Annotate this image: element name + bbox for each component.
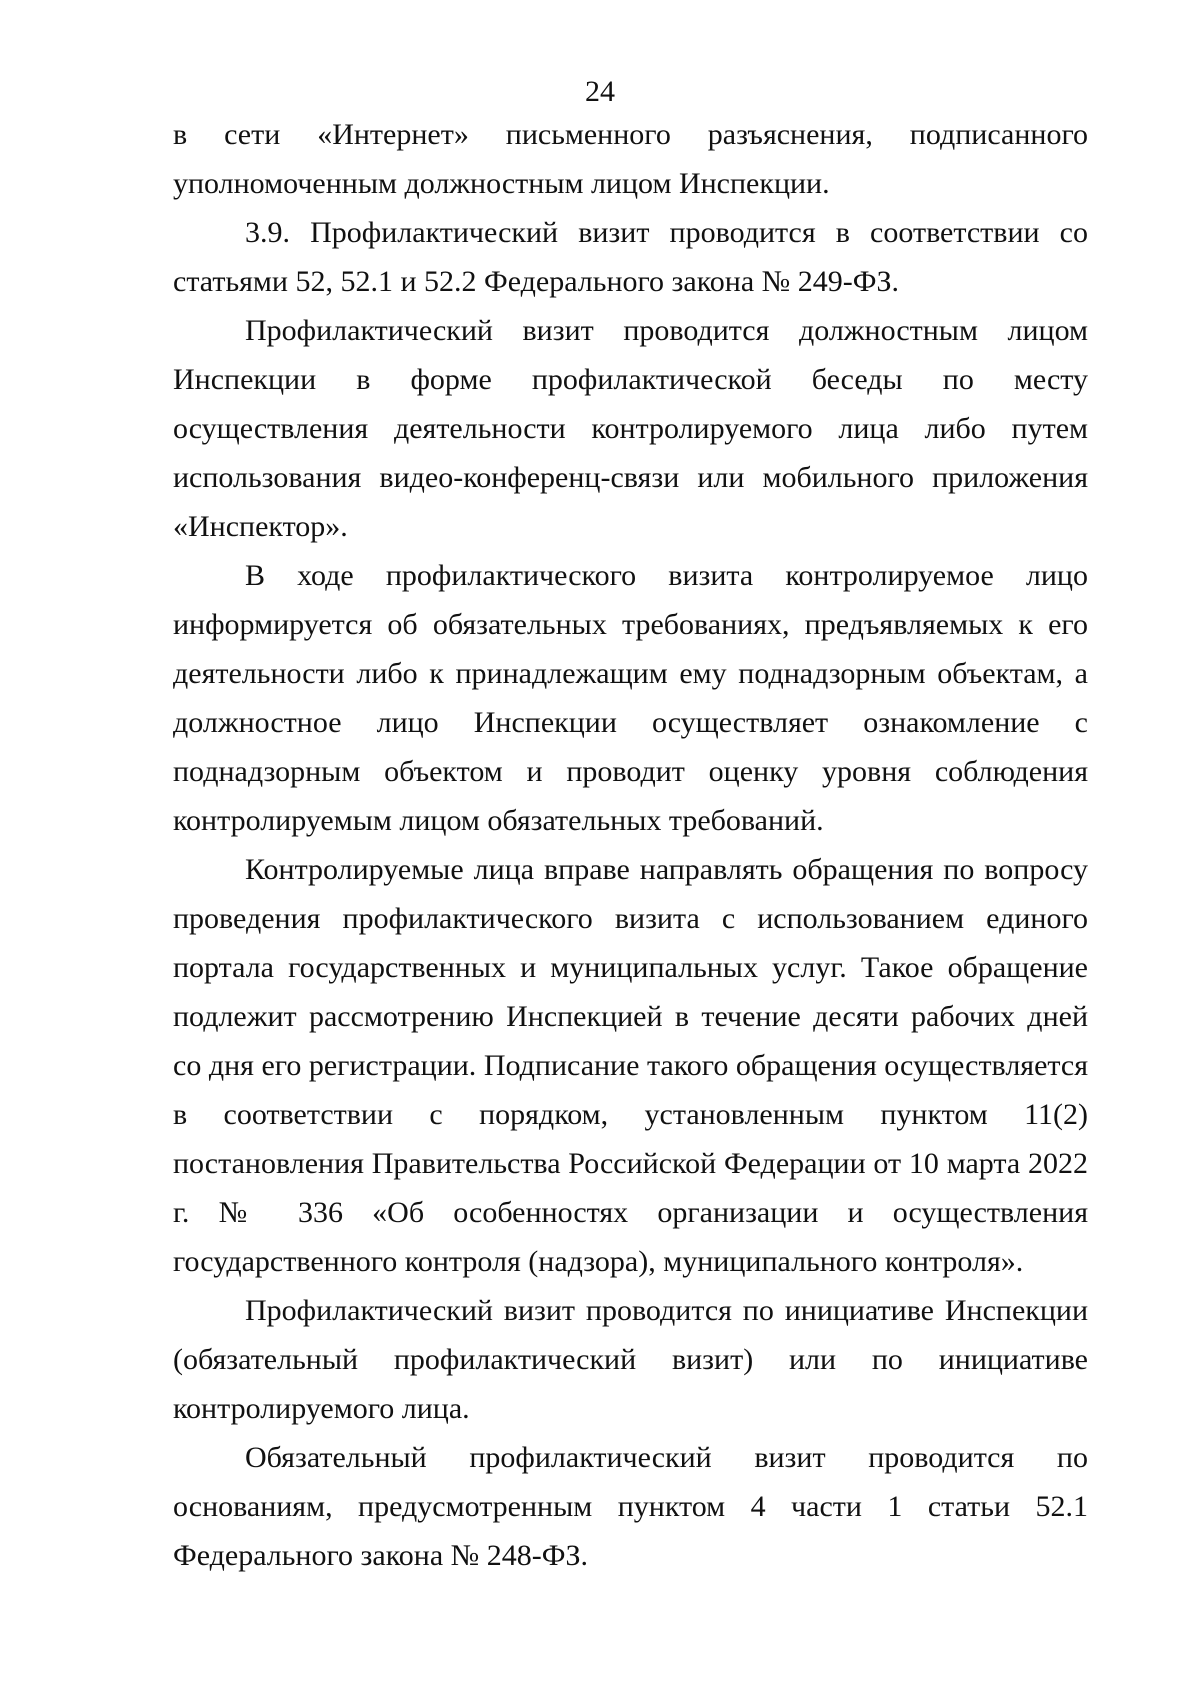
document-body	[173, 110, 1088, 1580]
paragraph-visit-content: В ходе профилактического визита контролируемое лицо информируется об обязательных требованиях, предъявляемых к его деятельности либо к принадлежащим ему поднадзорным объектам, а должностное лицо Инспекции осуществляет ознакомление с поднадзорным объектом и проводит оценку уровня соблюдения контролируемым лицом обязательных требований.	[173, 559, 1088, 837]
paragraph-continuation-line1: в сети «Интернет» письменного разъяснения, подписанного	[173, 118, 1088, 151]
paragraph-3-9: 3.9. Профилактический визит проводится в соответствии со статьями 52, 52.1 и 52.2 Федерального закона № 249-ФЗ.	[173, 216, 1088, 298]
paragraph-initiative: Профилактический визит проводится по инициативе Инспекции (обязательный профилактический визит) или по инициативе контролируемого лица.	[173, 1294, 1088, 1425]
paragraph-mandatory-visit: Обязательный профилактический визит проводится по основаниям, предусмотренным пунктом 4 части 1 статьи 52.1 Федерального закона № 248-ФЗ.	[173, 1441, 1088, 1572]
page-number: 24	[585, 75, 615, 108]
paragraph-continuation-rest: уполномоченным должностным лицом Инспекции.	[173, 167, 830, 200]
paragraph-appeals: Контролируемые лица вправе направлять обращения по вопросу проведения профилактического визита с использованием единого портала государственных и муниципальных услуг. Такое обращение подлежит рассмотрению Инспекцией в течение десяти рабочих дней со дня его регистрации. Подписание такого обращения осуществляется в соответствии с порядком, установленным пунктом 11(2) постановления Правительства Российской Федерации от 10 марта 2022 г. № 336 «Об особенностях организации и осуществления государственного контроля (надзора), муниципального контроля».	[173, 853, 1088, 1278]
paragraph-visit-form: Профилактический визит проводится должностным лицом Инспекции в форме профилактической беседы по месту осуществления деятельности контролируемого лица либо путем использования видео-конференц-связи или мобильного приложения «Инспектор».	[173, 314, 1088, 543]
